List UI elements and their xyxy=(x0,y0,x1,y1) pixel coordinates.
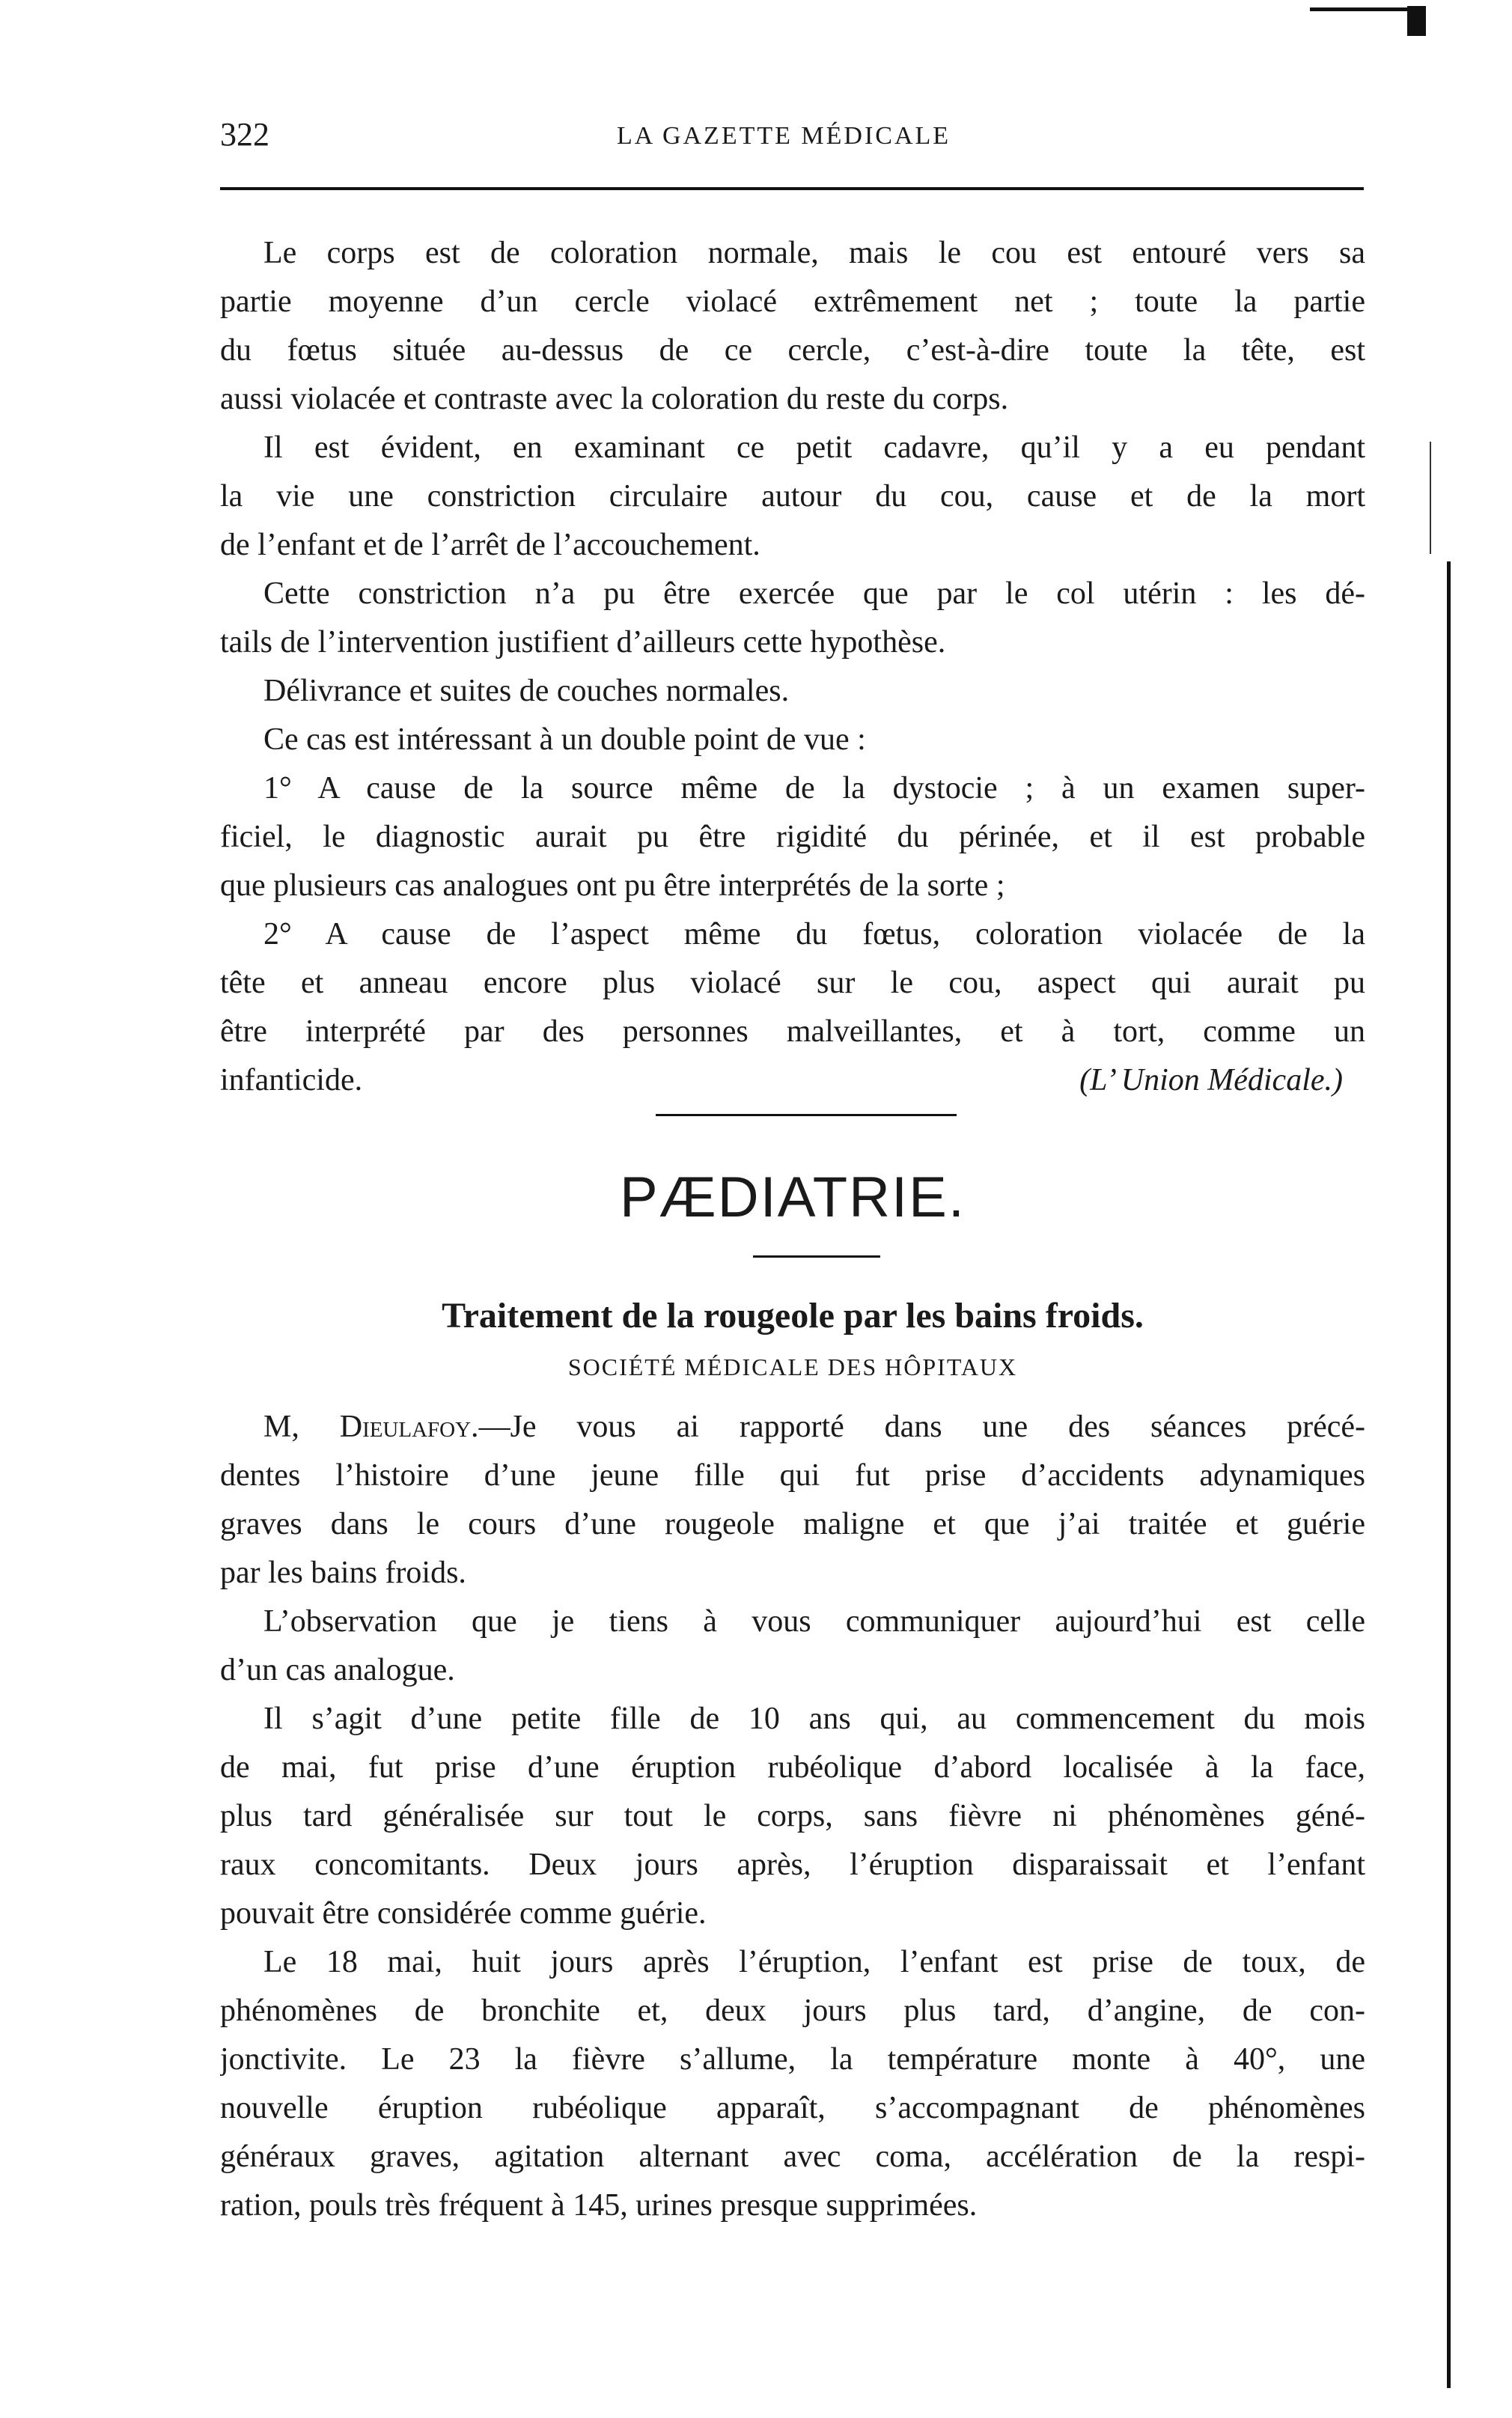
text-line: dentes l’histoire d’une jeune fille qui fut prise d’accidents adynamiques xyxy=(220,1458,1365,1493)
section-separator xyxy=(656,1114,957,1116)
text-line: d’un cas analogue. xyxy=(220,1653,455,1687)
speaker-name: Dieulafoy. xyxy=(339,1410,479,1444)
text-line: du fœtus située au-dessus de ce cercle, c’est-à-dire toute la tête, est xyxy=(220,333,1365,368)
text-line: partie moyenne d’un cercle violacé extrêmement net ; toute la partie xyxy=(220,284,1365,319)
text-line: tails de l’intervention justifient d’ailleurs cette hypothèse. xyxy=(220,625,946,660)
section-title: PÆDIATRIE. xyxy=(620,1166,966,1229)
closing-line-row xyxy=(220,1056,1365,1105)
body-text-article xyxy=(220,1403,1365,2230)
text-line: généraux graves, agitation alternant avec coma, accélération de la respi- xyxy=(220,2140,1365,2174)
text-line xyxy=(220,1403,1365,1452)
text-line: 1° A cause de la source même de la dystocie ; à un examen super- xyxy=(263,771,1365,806)
source-citation: (L’ Union Médicale.) xyxy=(1079,1063,1343,1097)
title-separator xyxy=(753,1255,880,1258)
text-line: plus tard généralisée sur tout le corps, sans fièvre ni phénomènes géné- xyxy=(220,1799,1365,1833)
speaker-prefix: M, xyxy=(263,1410,340,1444)
text-line: Il s’agit d’une petite fille de 10 ans qui, au commencement du mois xyxy=(263,1702,1365,1736)
text-line: Cette constriction n’a pu être exercée que par le col utérin : les dé- xyxy=(263,576,1365,611)
text-line: par les bains froids. xyxy=(220,1556,466,1590)
text-line: être interprété par des personnes malveillantes, et à tort, comme un xyxy=(220,1014,1365,1049)
text-line: Ce cas est intéressant à un double point de vue : xyxy=(263,722,866,757)
text-line: graves dans le cours d’une rougeole maligne et que j’ai traitée et guérie xyxy=(220,1507,1365,1541)
running-head xyxy=(220,112,1365,157)
article-subtitle: SOCIÉTÉ MÉDICALE DES HÔPITAUX xyxy=(567,1353,1018,1380)
text-line: que plusieurs cas analogues ont pu être interprétés de la sorte ; xyxy=(220,868,1005,903)
text-line: pouvait être considérée comme guérie. xyxy=(220,1896,707,1931)
text-line: aussi violacée et contraste avec la coloration du reste du corps. xyxy=(220,382,1009,416)
text-line: L’observation que je tiens à vous communiquer aujourd’hui est celle xyxy=(263,1604,1365,1639)
text-line-continuation: —Je vous ai rapporté dans une des séances précé- xyxy=(478,1410,1365,1444)
text-line: de l’enfant et de l’arrêt de l’accouchement. xyxy=(220,528,760,562)
article-title: Traitement de la rougeole par les bains froids. xyxy=(442,1296,1144,1336)
text-line: Le 18 mai, huit jours après l’éruption, l’enfant est prise de toux, de xyxy=(263,1945,1365,1979)
text-line: jonctivite. Le 23 la fièvre s’allume, la température monte à 40°, une xyxy=(220,2042,1365,2077)
margin-rule-upper xyxy=(1430,442,1431,554)
text-line: phénomènes de bronchite et, deux jours plus tard, d’angine, de con- xyxy=(220,1994,1365,2028)
text-line: ration, pouls très fréquent à 145, urines presque supprimées. xyxy=(220,2188,978,2223)
text-line: de mai, fut prise d’une éruption rubéolique d’abord localisée à la face, xyxy=(220,1750,1365,1785)
page-number: 322 xyxy=(220,116,269,153)
text-line: Le corps est de coloration normale, mais le cou est entouré vers sa xyxy=(263,236,1365,270)
journal-title: LA GAZETTE MÉDICALE xyxy=(617,122,951,150)
text-line: infanticide. xyxy=(220,1063,363,1097)
text-line: la vie une constriction circulaire autour du cou, cause et de la mort xyxy=(220,479,1365,514)
text-line: raux concomitants. Deux jours après, l’éruption disparaissait et l’enfant xyxy=(220,1848,1365,1882)
text-line: Délivrance et suites de couches normales. xyxy=(263,674,790,708)
text-line: ficiel, le diagnostic aurait pu être rigidité du périnée, et il est probable xyxy=(220,820,1365,854)
text-line: Il est évident, en examinant ce petit cadavre, qu’il y a eu pendant xyxy=(263,430,1365,465)
text-line: 2° A cause de l’aspect même du fœtus, coloration violacée de la xyxy=(263,917,1365,951)
corner-tab-mark xyxy=(1310,0,1430,37)
body-text-top xyxy=(220,229,1365,1105)
margin-rule xyxy=(1447,561,1451,2388)
header-rule xyxy=(220,187,1364,190)
text-line: tête et anneau encore plus violacé sur le cou, aspect qui aurait pu xyxy=(220,966,1365,1000)
text-line: nouvelle éruption rubéolique apparaît, s’accompagnant de phénomènes xyxy=(220,2091,1365,2125)
